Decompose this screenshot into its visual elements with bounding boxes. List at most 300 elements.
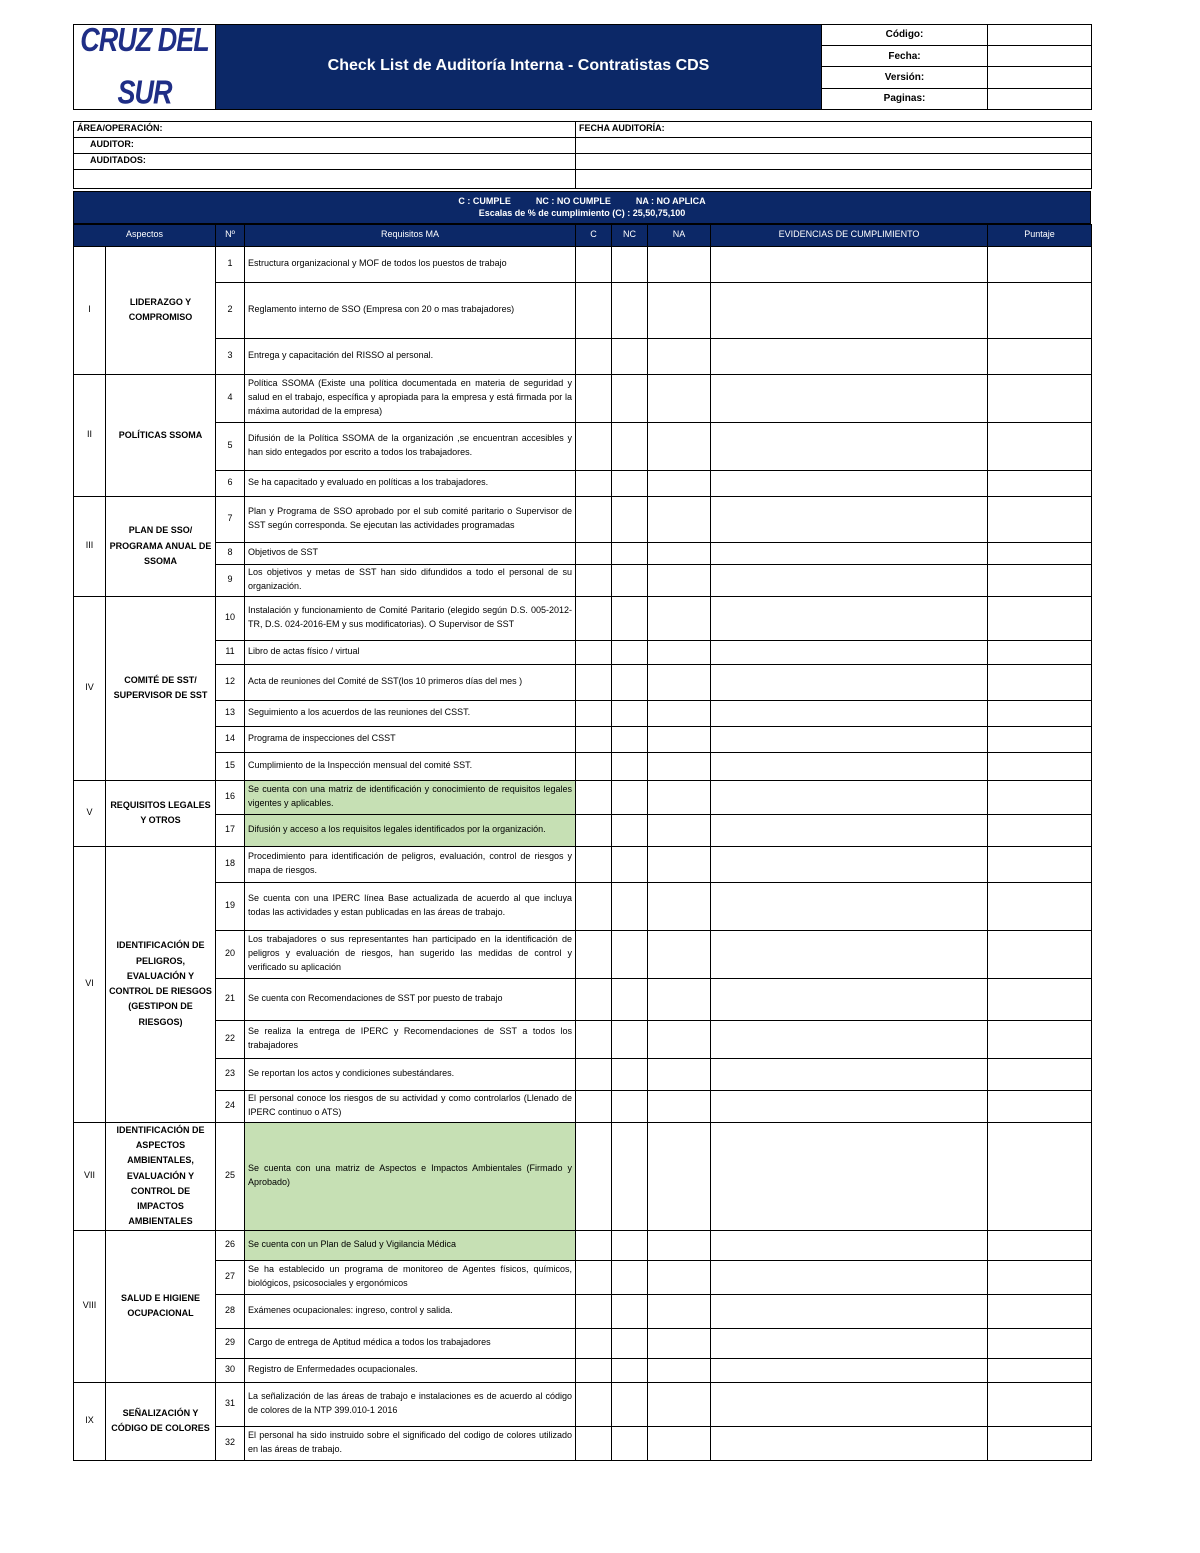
checklist-row xyxy=(74,1122,1092,1230)
section-roman: V xyxy=(74,780,106,846)
checklist-sheet xyxy=(73,24,1091,1461)
na-check-cell[interactable] xyxy=(648,422,711,470)
evidence-cell[interactable] xyxy=(711,640,988,664)
item-requirement: Se cuenta con una matriz de Aspectos e Impactos Ambientales (Firmado y Aprobado) xyxy=(245,1122,576,1230)
score-cell[interactable] xyxy=(988,1294,1092,1328)
na-check-cell[interactable] xyxy=(648,282,711,338)
c-check-cell[interactable] xyxy=(576,470,612,496)
item-number: 13 xyxy=(216,700,245,726)
checklist-row xyxy=(74,1260,1092,1294)
section-roman: I xyxy=(74,246,106,374)
item-number: 6 xyxy=(216,470,245,496)
item-requirement: Difusión y acceso a los requisitos legales identificados por la organización. xyxy=(245,814,576,846)
na-check-cell[interactable] xyxy=(648,470,711,496)
item-number: 1 xyxy=(216,246,245,282)
info-blank-right[interactable] xyxy=(576,169,1092,188)
score-cell[interactable] xyxy=(988,282,1092,338)
score-cell[interactable] xyxy=(988,1230,1092,1260)
nc-check-cell[interactable] xyxy=(612,1426,648,1460)
c-check-cell[interactable] xyxy=(576,978,612,1020)
item-requirement: Plan y Programa de SSO aprobado por el sub comité paritario o Supervisor de SST según corresponda. Se ejecutan las actividades programadas xyxy=(245,496,576,542)
na-check-cell[interactable] xyxy=(648,596,711,640)
c-check-cell[interactable] xyxy=(576,1090,612,1122)
na-check-cell[interactable] xyxy=(648,1382,711,1426)
evidence-cell[interactable] xyxy=(711,338,988,374)
c-check-cell[interactable] xyxy=(576,422,612,470)
score-cell[interactable] xyxy=(988,470,1092,496)
score-cell[interactable] xyxy=(988,338,1092,374)
checklist-row xyxy=(74,978,1092,1020)
section-roman: VI xyxy=(74,846,106,1122)
item-requirement: Se cuenta con Recomendaciones de SST por puesto de trabajo xyxy=(245,978,576,1020)
na-check-cell[interactable] xyxy=(648,930,711,978)
score-cell[interactable] xyxy=(988,882,1092,930)
score-cell[interactable] xyxy=(988,1058,1092,1090)
header-table xyxy=(73,24,1092,110)
c-check-cell[interactable] xyxy=(576,1058,612,1090)
evidence-cell[interactable] xyxy=(711,978,988,1020)
item-number: 5 xyxy=(216,422,245,470)
item-number: 4 xyxy=(216,374,245,422)
item-number: 32 xyxy=(216,1426,245,1460)
nc-check-cell[interactable] xyxy=(612,640,648,664)
score-cell[interactable] xyxy=(988,1090,1092,1122)
nc-check-cell[interactable] xyxy=(612,1230,648,1260)
item-requirement: Se cuenta con una IPERC línea Base actualizada de acuerdo al que incluya todas las actividades y estan publicadas en las áreas de trabajo. xyxy=(245,882,576,930)
section-name: POLÍTICAS SSOMA xyxy=(106,374,216,496)
item-requirement: Objetivos de SST xyxy=(245,542,576,564)
item-number: 24 xyxy=(216,1090,245,1122)
c-check-cell[interactable] xyxy=(576,664,612,700)
col-c: C xyxy=(576,224,612,246)
na-check-cell[interactable] xyxy=(648,978,711,1020)
evidence-cell[interactable] xyxy=(711,1230,988,1260)
evidence-cell[interactable] xyxy=(711,726,988,752)
checklist-row xyxy=(74,470,1092,496)
checklist-row xyxy=(74,542,1092,564)
col-na: NA xyxy=(648,224,711,246)
score-cell[interactable] xyxy=(988,542,1092,564)
item-number: 10 xyxy=(216,596,245,640)
item-requirement: El personal conoce los riesgos de su actividad y como controlarlos (Llenado de IPERC continuo o ATS) xyxy=(245,1090,576,1122)
column-header-row xyxy=(74,224,1092,246)
na-check-cell[interactable] xyxy=(648,752,711,780)
auditor-label: AUDITOR: xyxy=(74,137,576,153)
na-check-cell[interactable] xyxy=(648,700,711,726)
evidence-cell[interactable] xyxy=(711,814,988,846)
checklist-row xyxy=(74,752,1092,780)
na-check-cell[interactable] xyxy=(648,564,711,596)
na-check-cell[interactable] xyxy=(648,1090,711,1122)
evidence-cell[interactable] xyxy=(711,700,988,726)
checklist-table xyxy=(73,224,1092,1461)
evidence-cell[interactable] xyxy=(711,470,988,496)
c-check-cell[interactable] xyxy=(576,1260,612,1294)
score-cell[interactable] xyxy=(988,780,1092,814)
evidence-cell[interactable] xyxy=(711,1358,988,1382)
item-requirement: Se cuenta con una matriz de identificación y conocimiento de requisitos legales vigentes y aplicables. xyxy=(245,780,576,814)
na-check-cell[interactable] xyxy=(648,1020,711,1058)
na-check-cell[interactable] xyxy=(648,846,711,882)
evidence-cell[interactable] xyxy=(711,882,988,930)
item-number: 25 xyxy=(216,1122,245,1230)
na-check-cell[interactable] xyxy=(648,1260,711,1294)
item-requirement: Difusión de la Política SSOMA de la organización ,se encuentran accesibles y han sido entegados por escrito a todos los trabajadores. xyxy=(245,422,576,470)
col-aspectos: Aspectos xyxy=(74,224,216,246)
item-requirement: Programa de inspecciones del CSST xyxy=(245,726,576,752)
item-number: 21 xyxy=(216,978,245,1020)
nc-check-cell[interactable] xyxy=(612,1260,648,1294)
nc-check-cell[interactable] xyxy=(612,282,648,338)
col-nc: NC xyxy=(612,224,648,246)
na-check-cell[interactable] xyxy=(648,542,711,564)
nc-check-cell[interactable] xyxy=(612,374,648,422)
nc-check-cell[interactable] xyxy=(612,1358,648,1382)
nc-check-cell[interactable] xyxy=(612,664,648,700)
na-check-cell[interactable] xyxy=(648,338,711,374)
nc-check-cell[interactable] xyxy=(612,246,648,282)
info-table xyxy=(73,121,1092,189)
item-number: 2 xyxy=(216,282,245,338)
item-requirement: Registro de Enfermedades ocupacionales. xyxy=(245,1358,576,1382)
item-requirement: Los trabajadores o sus representantes han participado en la identificación de peligros y evaluación de riesgos, han sugerido las medidas de control y verificado su aplicación xyxy=(245,930,576,978)
nc-check-cell[interactable] xyxy=(612,1020,648,1058)
score-cell[interactable] xyxy=(988,846,1092,882)
nc-check-cell[interactable] xyxy=(612,752,648,780)
checklist-row xyxy=(74,1058,1092,1090)
checklist-row xyxy=(74,882,1092,930)
section-name: PLAN DE SSO/ PROGRAMA ANUAL DE SSOMA xyxy=(106,496,216,596)
score-cell[interactable] xyxy=(988,1328,1092,1358)
section-roman: VII xyxy=(74,1122,106,1230)
item-requirement: Se realiza la entrega de IPERC y Recomendaciones de SST a todos los trabajadores xyxy=(245,1020,576,1058)
evidence-cell[interactable] xyxy=(711,496,988,542)
evidence-cell[interactable] xyxy=(711,564,988,596)
c-check-cell[interactable] xyxy=(576,338,612,374)
c-check-cell[interactable] xyxy=(576,564,612,596)
c-check-cell[interactable] xyxy=(576,596,612,640)
score-cell[interactable] xyxy=(988,374,1092,422)
score-cell[interactable] xyxy=(988,1122,1092,1230)
checklist-row xyxy=(74,1358,1092,1382)
item-number: 22 xyxy=(216,1020,245,1058)
na-check-cell[interactable] xyxy=(648,1058,711,1090)
evidence-cell[interactable] xyxy=(711,1020,988,1058)
score-cell[interactable] xyxy=(988,930,1092,978)
na-check-cell[interactable] xyxy=(648,640,711,664)
c-check-cell[interactable] xyxy=(576,780,612,814)
section-name: IDENTIFICACIÓN DE PELIGROS, EVALUACIÓN Y CONTROL DE RIESGOS (GESTIPON DE RIESGOS) xyxy=(106,846,216,1122)
score-cell[interactable] xyxy=(988,1426,1092,1460)
na-check-cell[interactable] xyxy=(648,1358,711,1382)
evidence-cell[interactable] xyxy=(711,1260,988,1294)
section-name: REQUISITOS LEGALES Y OTROS xyxy=(106,780,216,846)
item-number: 23 xyxy=(216,1058,245,1090)
auditor-value[interactable] xyxy=(576,137,1092,153)
legend-bar xyxy=(74,191,1091,223)
checklist-row xyxy=(74,846,1092,882)
evidence-cell[interactable] xyxy=(711,596,988,640)
item-requirement: Procedimiento para identificación de peligros, evaluación, control de riesgos y mapa de riesgos. xyxy=(245,846,576,882)
c-check-cell[interactable] xyxy=(576,882,612,930)
c-check-cell[interactable] xyxy=(576,726,612,752)
item-requirement: Estructura organizacional y MOF de todos los puestos de trabajo xyxy=(245,246,576,282)
score-cell[interactable] xyxy=(988,814,1092,846)
section-roman: IV xyxy=(74,596,106,780)
evidence-cell[interactable] xyxy=(711,664,988,700)
evidence-cell[interactable] xyxy=(711,1058,988,1090)
checklist-body xyxy=(74,246,1092,1460)
checklist-row xyxy=(74,664,1092,700)
nc-check-cell[interactable] xyxy=(612,596,648,640)
nc-check-cell[interactable] xyxy=(612,930,648,978)
section-name: SALUD E HIGIENE OCUPACIONAL xyxy=(106,1230,216,1382)
nc-check-cell[interactable] xyxy=(612,1090,648,1122)
item-number: 20 xyxy=(216,930,245,978)
c-check-cell[interactable] xyxy=(576,1328,612,1358)
nc-check-cell[interactable] xyxy=(612,1294,648,1328)
c-check-cell[interactable] xyxy=(576,700,612,726)
section-name: SEÑALIZACIÓN Y CÓDIGO DE COLORES xyxy=(106,1382,216,1460)
item-requirement: Se reportan los actos y condiciones subestándares. xyxy=(245,1058,576,1090)
meta-value-fecha[interactable] xyxy=(988,46,1092,67)
evidence-cell[interactable] xyxy=(711,374,988,422)
item-number: 18 xyxy=(216,846,245,882)
section-roman: III xyxy=(74,496,106,596)
item-requirement: El personal ha sido instruido sobre el significado del codigo de colores utilizado en las áreas de trabajo. xyxy=(245,1426,576,1460)
score-cell[interactable] xyxy=(988,640,1092,664)
item-requirement: Seguimiento a los acuerdos de las reuniones del CSST. xyxy=(245,700,576,726)
na-check-cell[interactable] xyxy=(648,1426,711,1460)
legend-table xyxy=(73,191,1091,224)
na-check-cell[interactable] xyxy=(648,374,711,422)
legend-line-2: Escalas de % de cumplimiento (C) : 25,50,75,100 xyxy=(478,208,686,219)
item-requirement: Entrega y capacitación del RISSO al personal. xyxy=(245,338,576,374)
page-title: Check List de Auditoría Interna - Contratistas CDS xyxy=(327,57,710,75)
nc-check-cell[interactable] xyxy=(612,422,648,470)
nc-check-cell[interactable] xyxy=(612,1058,648,1090)
c-check-cell[interactable] xyxy=(576,752,612,780)
item-requirement: Cargo de entrega de Aptitud médica a todos los trabajadores xyxy=(245,1328,576,1358)
checklist-row xyxy=(74,246,1092,282)
section-roman: IX xyxy=(74,1382,106,1460)
auditados-value[interactable] xyxy=(576,153,1092,169)
c-check-cell[interactable] xyxy=(576,1358,612,1382)
item-requirement: Exámenes ocupacionales: ingreso, control y salida. xyxy=(245,1294,576,1328)
score-cell[interactable] xyxy=(988,1382,1092,1426)
nc-check-cell[interactable] xyxy=(612,978,648,1020)
item-requirement: Acta de reuniones del Comité de SST(los 10 primeros días del mes ) xyxy=(245,664,576,700)
item-number: 7 xyxy=(216,496,245,542)
c-check-cell[interactable] xyxy=(576,542,612,564)
score-cell[interactable] xyxy=(988,422,1092,470)
na-check-cell[interactable] xyxy=(648,664,711,700)
company-logo: CRUZ DEL SUR xyxy=(80,24,209,110)
nc-check-cell[interactable] xyxy=(612,338,648,374)
item-number: 11 xyxy=(216,640,245,664)
c-check-cell[interactable] xyxy=(576,246,612,282)
evidence-cell[interactable] xyxy=(711,246,988,282)
area-label: ÁREA/OPERACIÓN: xyxy=(74,121,576,137)
c-check-cell[interactable] xyxy=(576,814,612,846)
checklist-row xyxy=(74,1020,1092,1058)
na-check-cell[interactable] xyxy=(648,780,711,814)
na-check-cell[interactable] xyxy=(648,1122,711,1230)
nc-check-cell[interactable] xyxy=(612,700,648,726)
c-check-cell[interactable] xyxy=(576,640,612,664)
item-requirement: Cumplimiento de la Inspección mensual del comité SST. xyxy=(245,752,576,780)
evidence-cell[interactable] xyxy=(711,846,988,882)
score-cell[interactable] xyxy=(988,752,1092,780)
nc-check-cell[interactable] xyxy=(612,1328,648,1358)
evidence-cell[interactable] xyxy=(711,1294,988,1328)
c-check-cell[interactable] xyxy=(576,496,612,542)
item-number: 8 xyxy=(216,542,245,564)
checklist-row xyxy=(74,1426,1092,1460)
checklist-row xyxy=(74,1230,1092,1260)
nc-check-cell[interactable] xyxy=(612,780,648,814)
checklist-row xyxy=(74,282,1092,338)
c-check-cell[interactable] xyxy=(576,1122,612,1230)
checklist-row xyxy=(74,1382,1092,1426)
item-number: 19 xyxy=(216,882,245,930)
nc-check-cell[interactable] xyxy=(612,564,648,596)
evidence-cell[interactable] xyxy=(711,1382,988,1426)
score-cell[interactable] xyxy=(988,1358,1092,1382)
checklist-row xyxy=(74,596,1092,640)
c-check-cell[interactable] xyxy=(576,1382,612,1426)
item-number: 30 xyxy=(216,1358,245,1382)
na-check-cell[interactable] xyxy=(648,1328,711,1358)
item-number: 29 xyxy=(216,1328,245,1358)
na-check-cell[interactable] xyxy=(648,1230,711,1260)
item-requirement: Los objetivos y metas de SST han sido difundidos a todo el personal de su organización. xyxy=(245,564,576,596)
evidence-cell[interactable] xyxy=(711,930,988,978)
nc-check-cell[interactable] xyxy=(612,470,648,496)
checklist-row xyxy=(74,564,1092,596)
c-check-cell[interactable] xyxy=(576,1426,612,1460)
score-cell[interactable] xyxy=(988,596,1092,640)
col-num: Nº xyxy=(216,224,245,246)
checklist-row xyxy=(74,726,1092,752)
evidence-cell[interactable] xyxy=(711,780,988,814)
score-cell[interactable] xyxy=(988,700,1092,726)
checklist-row xyxy=(74,422,1092,470)
c-check-cell[interactable] xyxy=(576,846,612,882)
evidence-cell[interactable] xyxy=(711,282,988,338)
score-cell[interactable] xyxy=(988,726,1092,752)
nc-check-cell[interactable] xyxy=(612,1382,648,1426)
score-cell[interactable] xyxy=(988,246,1092,282)
c-check-cell[interactable] xyxy=(576,930,612,978)
nc-check-cell[interactable] xyxy=(612,846,648,882)
checklist-row xyxy=(74,780,1092,814)
score-cell[interactable] xyxy=(988,564,1092,596)
nc-check-cell[interactable] xyxy=(612,882,648,930)
item-number: 28 xyxy=(216,1294,245,1328)
c-check-cell[interactable] xyxy=(576,374,612,422)
item-number: 9 xyxy=(216,564,245,596)
item-requirement: Se cuenta con un Plan de Salud y Vigilancia Médica xyxy=(245,1230,576,1260)
score-cell[interactable] xyxy=(988,496,1092,542)
score-cell[interactable] xyxy=(988,978,1092,1020)
na-check-cell[interactable] xyxy=(648,882,711,930)
fecha-auditoria-label: FECHA AUDITORÍA: xyxy=(576,121,1092,137)
na-check-cell[interactable] xyxy=(648,726,711,752)
section-name: COMITÉ DE SST/ SUPERVISOR DE SST xyxy=(106,596,216,780)
evidence-cell[interactable] xyxy=(711,752,988,780)
evidence-cell[interactable] xyxy=(711,1122,988,1230)
meta-label-version: Versión: xyxy=(822,67,988,88)
meta-label-codigo: Código: xyxy=(822,25,988,46)
item-number: 31 xyxy=(216,1382,245,1426)
item-number: 27 xyxy=(216,1260,245,1294)
evidence-cell[interactable] xyxy=(711,422,988,470)
na-check-cell[interactable] xyxy=(648,496,711,542)
na-check-cell[interactable] xyxy=(648,1294,711,1328)
checklist-row xyxy=(74,1328,1092,1358)
nc-check-cell[interactable] xyxy=(612,814,648,846)
logo-cell xyxy=(74,25,216,110)
auditados-label: AUDITADOS: xyxy=(74,153,576,169)
item-number: 14 xyxy=(216,726,245,752)
item-requirement: Se ha capacitado y evaluado en políticas a los trabajadores. xyxy=(245,470,576,496)
na-check-cell[interactable] xyxy=(648,814,711,846)
nc-check-cell[interactable] xyxy=(612,496,648,542)
score-cell[interactable] xyxy=(988,664,1092,700)
c-check-cell[interactable] xyxy=(576,1294,612,1328)
checklist-row xyxy=(74,930,1092,978)
c-check-cell[interactable] xyxy=(576,1230,612,1260)
meta-value-version[interactable] xyxy=(988,67,1092,88)
nc-check-cell[interactable] xyxy=(612,1122,648,1230)
evidence-cell[interactable] xyxy=(711,1426,988,1460)
section-roman: II xyxy=(74,374,106,496)
na-check-cell[interactable] xyxy=(648,246,711,282)
score-cell[interactable] xyxy=(988,1020,1092,1058)
meta-label-fecha: Fecha: xyxy=(822,46,988,67)
section-name: IDENTIFICACIÓN DE ASPECTOS AMBIENTALES, EVALUACIÓN Y CONTROL DE IMPACTOS AMBIENTALES xyxy=(106,1122,216,1230)
section-name: LIDERAZGO Y COMPROMISO xyxy=(106,246,216,374)
item-number: 26 xyxy=(216,1230,245,1260)
checklist-row xyxy=(74,700,1092,726)
c-check-cell[interactable] xyxy=(576,282,612,338)
info-blank-left[interactable] xyxy=(74,169,576,188)
item-number: 15 xyxy=(216,752,245,780)
checklist-row xyxy=(74,814,1092,846)
checklist-row xyxy=(74,1090,1092,1122)
checklist-row xyxy=(74,496,1092,542)
item-requirement: Reglamento interno de SSO (Empresa con 20 o mas trabajadores) xyxy=(245,282,576,338)
score-cell[interactable] xyxy=(988,1260,1092,1294)
item-requirement: Política SSOMA (Existe una política documentada en materia de seguridad y salud en el trabajo, específica y apropiada para la empresa y está firmada por la máxima autoridad de la empresa) xyxy=(245,374,576,422)
header-title-cell xyxy=(216,25,822,110)
nc-check-cell[interactable] xyxy=(612,726,648,752)
checklist-row xyxy=(74,374,1092,422)
evidence-cell[interactable] xyxy=(711,542,988,564)
nc-check-cell[interactable] xyxy=(612,542,648,564)
col-puntaje: Puntaje xyxy=(988,224,1092,246)
checklist-row xyxy=(74,338,1092,374)
meta-value-paginas[interactable] xyxy=(988,88,1092,109)
legend-line-1: C : CUMPLE NC : NO CUMPLE NA : NO APLICA xyxy=(458,196,706,207)
evidence-cell[interactable] xyxy=(711,1328,988,1358)
evidence-cell[interactable] xyxy=(711,1090,988,1122)
checklist-row xyxy=(74,1294,1092,1328)
c-check-cell[interactable] xyxy=(576,1020,612,1058)
meta-value-codigo[interactable] xyxy=(988,25,1092,46)
col-evidencias: EVIDENCIAS DE CUMPLIMIENTO xyxy=(711,224,988,246)
